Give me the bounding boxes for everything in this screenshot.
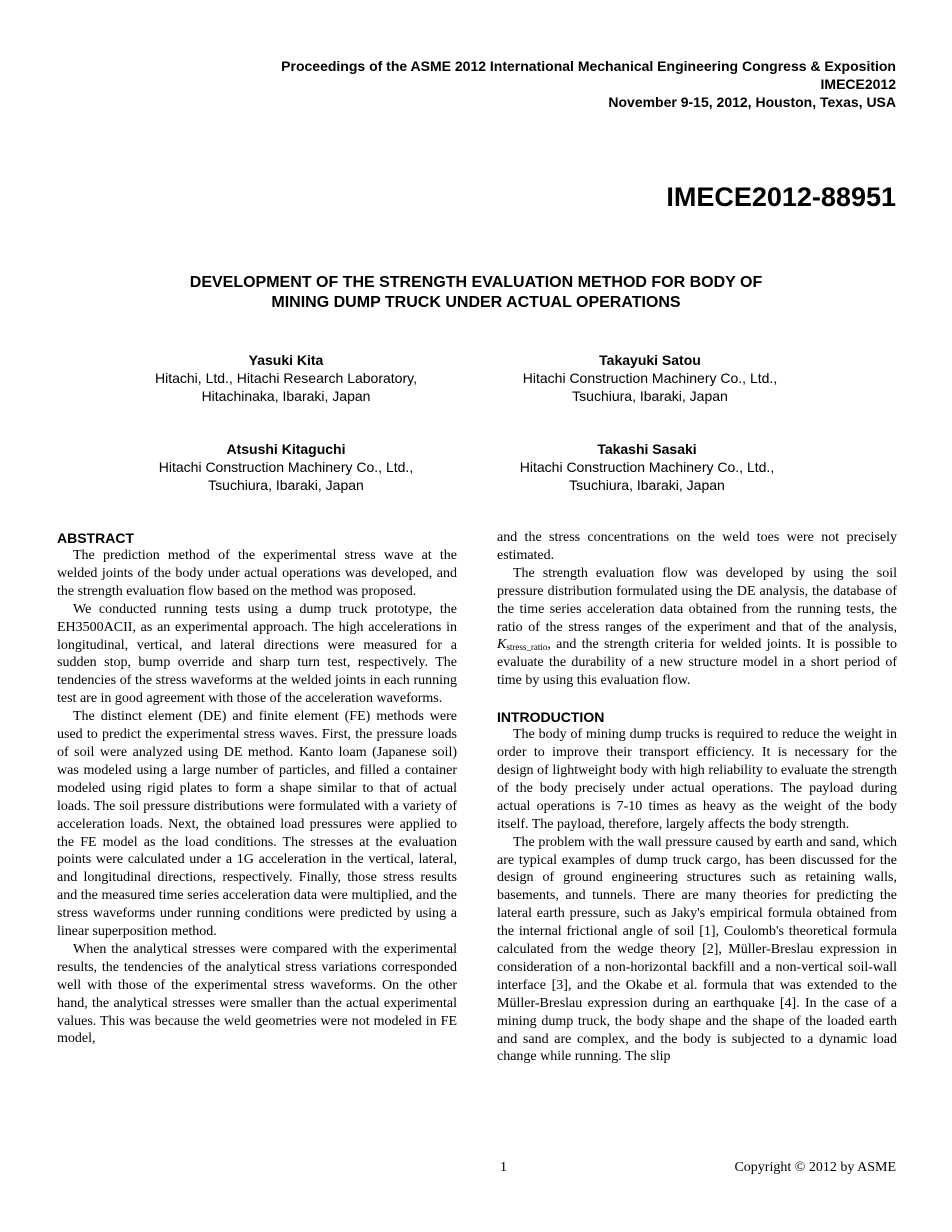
title-line-2: MINING DUMP TRUCK UNDER ACTUAL OPERATIONS [271, 294, 681, 311]
left-column [57, 529, 457, 1048]
abstract-paragraph: The distinct element (DE) and finite element (FE) methods were used to predict the experimental stress waves. First, the pressure loads of soil were analyzed using DE method. Kanto loam (Japanese soil) was modeled using a large number of particles, and filled a container modeled using rigid plates to form a shape similar to that of actual loads. The soil pressure distributions were formulated with a variety of acceleration loads. Next, the obtained load pressures were applied to the FE model as the load conditions. The stresses at the evaluation points were calculated under a 1G acceleration in the vertical, lateral, and longitudinal directions, respectively. Finally, those stress results and the measured time series acceleration data were multiplied, and the stress waveforms under running conditions were predicted by using a linear superposition method. [57, 709, 457, 940]
abstract-paragraph: When the analytical stresses were compared with the experimental results, the tendencies of the analytical stress variations corresponded well with those of the experimental stress waveforms. On the other hand, the analytical stresses were smaller than the actual experimental values. This was because the weld geometries were not modeled in FE model, [57, 941, 457, 1047]
abstract-text: , and the strength criteria for welded joints. It is possible to evaluate the durability of a new structure model in a short period of time by using this evaluation flow. [497, 637, 897, 689]
copyright-notice: Copyright © 2012 by ASME [734, 1160, 896, 1175]
conference-name: IMECE2012 [820, 76, 896, 92]
abstract-text: The strength evaluation flow was developed by using the soil pressure distribution formulated using the DE analysis, the database of the time series acceleration data obtained from the running tests, the ratio of the stress ranges of the experiment and that of the analysis, [497, 565, 897, 635]
author-location: Tsuchiura, Ibaraki, Japan [572, 388, 728, 404]
title-line-1: DEVELOPMENT OF THE STRENGTH EVALUATION METHOD FOR BODY OF [189, 274, 763, 291]
introduction-paragraph: The body of mining dump trucks is required to reduce the weight in order to improve their transport efficiency. It is necessary for the design of lightweight body with high reliability to evaluate the strength of the body precisely under actual operations. The payload during actual operations is 7-10 times as heavy as the weight of the body itself. The payload, therefore, largely affects the body strength. [497, 727, 897, 832]
author-block-2 [440, 351, 860, 405]
abstract-paragraph-continued: and the stress concentrations on the weld toes were not precisely estimated. [497, 530, 897, 563]
author-name: Yasuki Kita [248, 352, 324, 368]
author-block-3 [76, 440, 496, 494]
paper-id: IMECE2012-88951 [666, 182, 896, 212]
author-affiliation: Hitachi Construction Machinery Co., Ltd., [519, 459, 775, 475]
page-number: 1 [500, 1160, 507, 1175]
paper-title [56, 273, 896, 313]
author-location: Tsuchiura, Ibaraki, Japan [208, 477, 364, 493]
proceedings-header [281, 57, 896, 111]
abstract-heading: ABSTRACT [57, 530, 134, 546]
k-symbol: K [497, 637, 507, 653]
proceedings-line: Proceedings of the ASME 2012 International Mechanical Engineering Congress & Exposition [281, 58, 896, 74]
author-name: Atsushi Kitaguchi [226, 441, 346, 457]
author-affiliation: Hitachi Construction Machinery Co., Ltd., [522, 370, 778, 386]
right-column [497, 529, 897, 1066]
conference-dates-location: November 9-15, 2012, Houston, Texas, USA [608, 94, 896, 110]
author-name: Takashi Sasaki [597, 441, 697, 457]
abstract-paragraph: The prediction method of the experimental stress wave at the welded joints of the body under actual operations was developed, and the strength evaluation flow based on the method was proposed. [57, 548, 457, 599]
author-block-4 [437, 440, 857, 494]
k-stress-ratio-symbol [497, 637, 547, 652]
author-block-1 [76, 351, 496, 405]
abstract-paragraph: We conducted running tests using a dump truck prototype, the EH3500ACII, as an experimental approach. The high accelerations in longitudinal, vertical, and lateral directions were measured for a sudden stop, bump override and sharp turn test, respectively. The tendencies of the stress waveforms at the welded joints in each running test are in good agreement with those of the acceleration waveforms. [57, 601, 457, 707]
author-affiliation: Hitachi Construction Machinery Co., Ltd., [158, 459, 414, 475]
abstract-paragraph [497, 565, 897, 690]
author-affiliation: Hitachi, Ltd., Hitachi Research Laboratory, [155, 370, 417, 386]
author-location: Tsuchiura, Ibaraki, Japan [569, 477, 725, 493]
introduction-paragraph: The problem with the wall pressure caused by earth and sand, which are typical examples of dump truck cargo, has been discussed for the design of ground engineering structures such as retaining walls, basements, and tunnels. There are many theories for predicting the lateral earth pressure, such as Jaky's empirical formula obtained from the internal frictional angle of soil [1], Coulomb's theoretical formula calculated from the wedge theory [2], Müller-Breslau expression in consideration of a non-horizontal backfill and a non-vertical soil-wall interface [3], and the Okabe et al. formula that was extended to the Müller-Breslau expression during an earthquake [4]. In the case of a mining dump truck, the body shape and the shape of the loaded earth and sand are complex, and the body is subjected to a dynamic load change while running. The slip [497, 834, 897, 1065]
author-name: Takayuki Satou [599, 352, 701, 368]
introduction-heading: INTRODUCTION [497, 709, 605, 726]
author-location: Hitachinaka, Ibaraki, Japan [201, 388, 371, 404]
k-subscript: stress_ratio [506, 642, 548, 653]
